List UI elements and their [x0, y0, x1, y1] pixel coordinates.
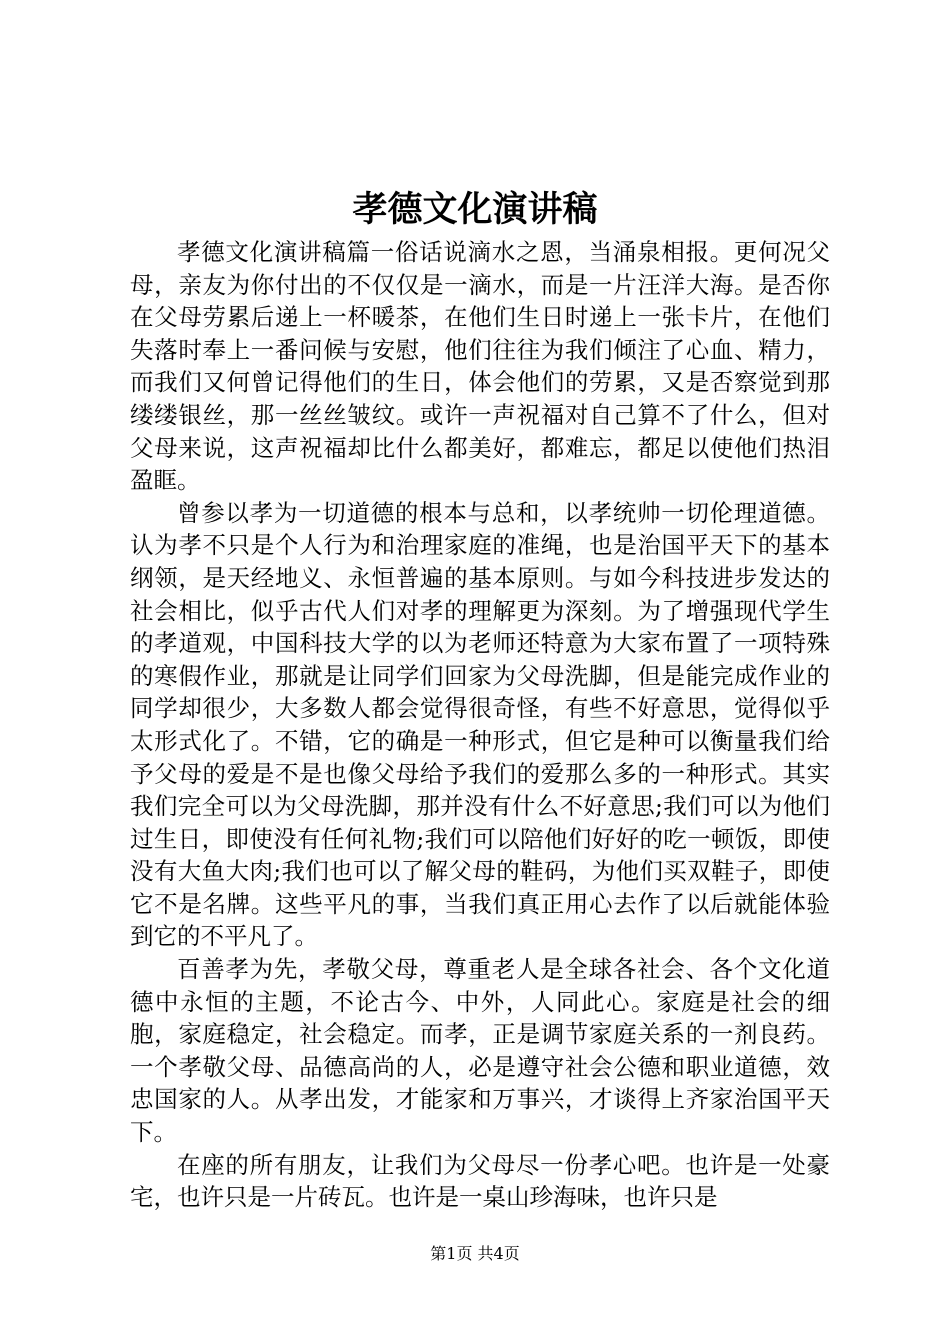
paragraph-3: 百善孝为先，孝敬父母，尊重老人是全球各社会、各个文化道德中永恒的主题，不论古今、中外，人同此心。家庭是社会的细胞，家庭稳定，社会稳定。而孝，正是调节家庭关系的一剂良药。一个孝敬父母、品德高尚的人，必是遵守社会公德和职业道德，效忠国家的人。从孝出发，才能家和万事兴，才谈得上齐家治国平天下。: [130, 955, 830, 1147]
document-body: [130, 236, 830, 1214]
paragraph-1: 孝德文化演讲稿篇一俗话说滴水之恩，当涌泉相报。更何况父母，亲友为你付出的不仅仅是一滴水，而是一片汪洋大海。是否你在父母劳累后递上一杯暖茶，在他们生日时递上一张卡片，在他们失落时奉上一番问候与安慰，他们往往为我们倾注了心血、精力，而我们又何曾记得他们的生日，体会他们的劳累，又是否察觉到那缕缕银丝，那一丝丝皱纹。或许一声祝福对自己算不了什么，但对父母来说，这声祝福却比什么都美好，都难忘，都足以使他们热泪盈眶。: [130, 238, 830, 495]
paragraph-4: 在座的所有朋友，让我们为父母尽一份孝心吧。也许是一处豪宅，也许只是一片砖瓦。也许是一桌山珍海味，也许只是: [130, 1150, 830, 1212]
document-title: 孝德文化演讲稿: [352, 189, 598, 230]
paragraph-2: 曾参以孝为一切道德的根本与总和，以孝统帅一切伦理道德。认为孝不只是个人行为和治理家庭的准绳，也是治国平天下的基本纲领，是天经地义、永恒普遍的基本原则。与如今科技进步发达的社会相比，似乎古代人们对孝的理解更为深刻。为了增强现代学生的孝道观，中国科技大学的以为老师还特意为大家布置了一项特殊的寒假作业，那就是让同学们回家为父母洗脚，但是能完成作业的同学却很少，大多数人都会觉得很奇怪，有些不好意思，觉得似乎太形式化了。不错，它的确是一种形式，但它是种可以衡量我们给予父母的爱是不是也像父母给予我们的爱那么多的一种形式。其实我们完全可以为父母洗脚，那并没有什么不好意思;我们可以为他们过生日，即使没有任何礼物;我们可以陪他们好好的吃一顿饭，即使没有大鱼大肉;我们也可以了解父母的鞋码，为他们买双鞋子，即使它不是名牌。这些平凡的事，当我们真正用心去作了以后就能体验到它的不平凡了。: [130, 498, 830, 951]
page-number-footer: 第1页 共4页: [430, 1244, 520, 1263]
